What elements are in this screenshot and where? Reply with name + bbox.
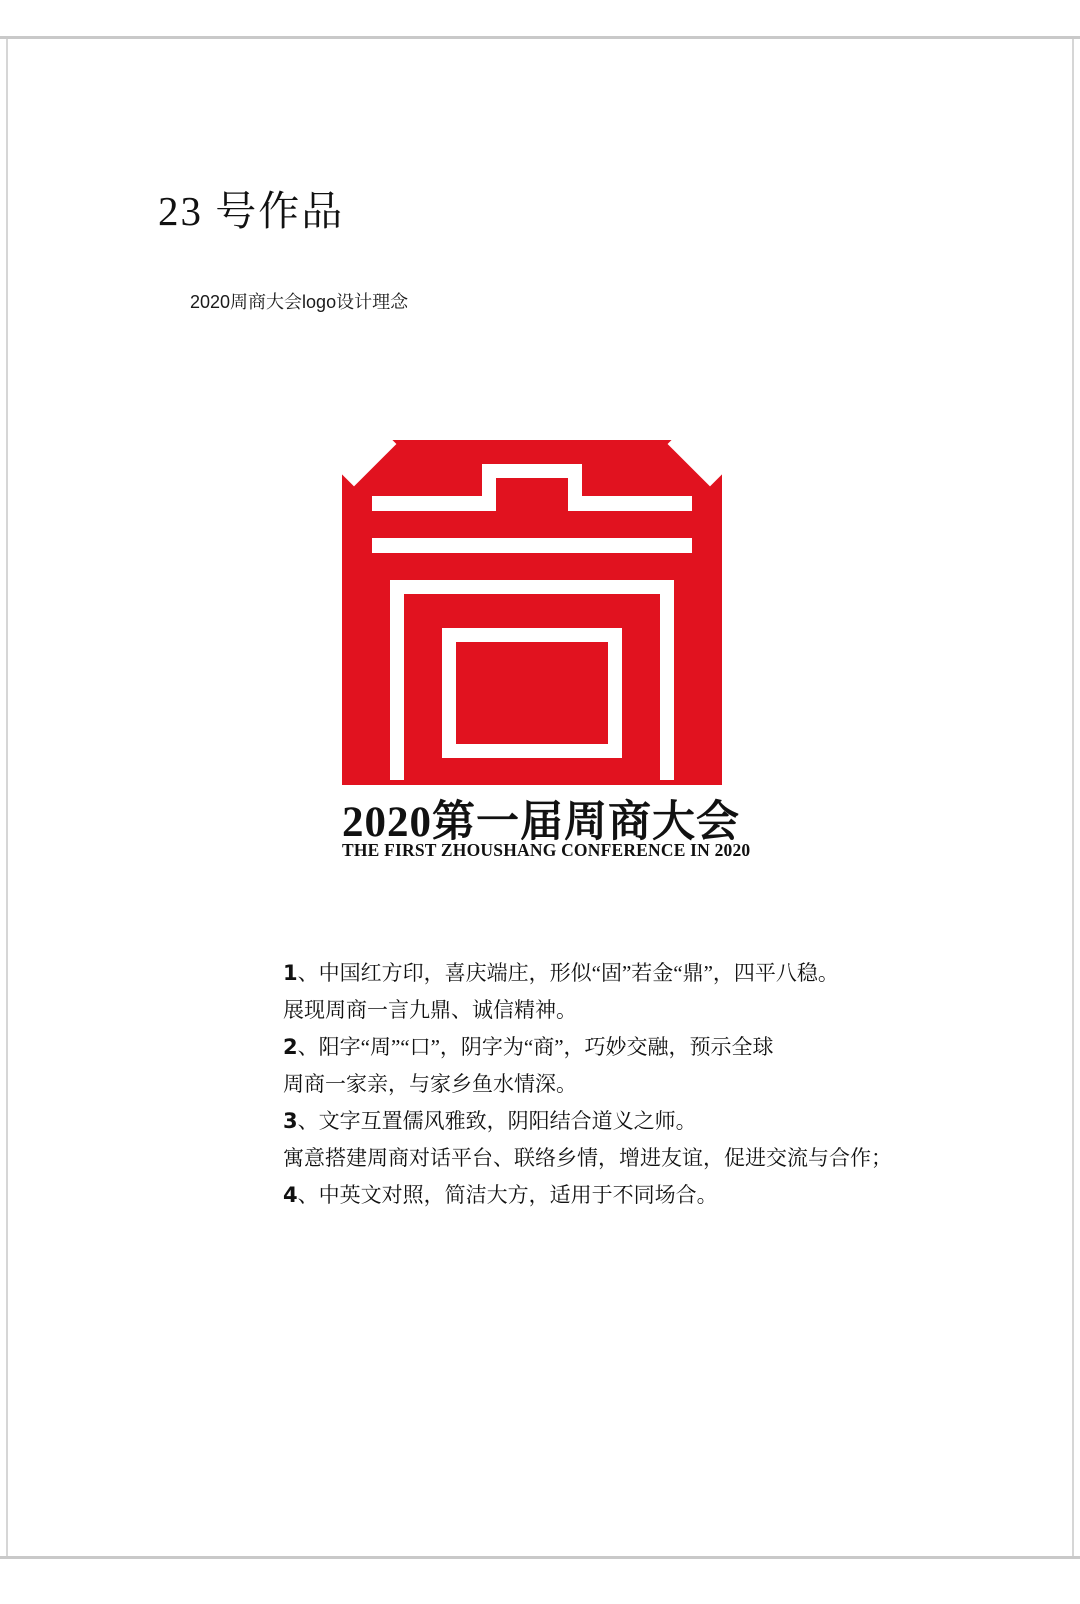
list-item <box>283 992 1023 1029</box>
page-subtitle: 2020周商大会logo设计理念 <box>190 292 409 312</box>
list-item <box>283 1140 1023 1177</box>
page-left-edge <box>6 39 8 1556</box>
desc-number: 3 <box>283 1109 298 1133</box>
logo-top-bar-right <box>582 496 692 511</box>
desc-line: 寓意搭建周商对话平台、联络乡情，增进友谊，促进交流与合作； <box>283 1146 892 1170</box>
page-bottom-rule <box>0 1556 1080 1559</box>
desc-number: 1 <box>283 961 298 985</box>
list-item <box>283 1177 1023 1214</box>
desc-line: 、中国红方印，喜庆端庄，形似“固”若金“鼎”，四平八稳。 <box>297 961 839 985</box>
page-title: 23 号作品 <box>158 188 345 234</box>
logo-english-name: THE FIRST ZHOUSHANG CONFERENCE IN 2020 <box>342 840 751 860</box>
list-item <box>283 955 1023 992</box>
logo-top-bar-left <box>372 496 482 511</box>
logo-ring-right <box>660 580 674 780</box>
logo-inner-right <box>608 628 622 758</box>
page-right-edge <box>1072 39 1074 1556</box>
logo-top-tick-right <box>568 464 582 511</box>
logo-block <box>342 440 751 870</box>
list-item <box>283 1066 1023 1103</box>
list-item <box>283 1029 1023 1066</box>
desc-line: 展现周商一言九鼎、诚信精神。 <box>283 998 577 1022</box>
logo-second-bar-right <box>582 538 692 553</box>
design-description <box>283 955 1023 1214</box>
desc-line: 、中英文对照，简洁大方，适用于不同场合。 <box>297 1183 718 1207</box>
logo-top-notch <box>482 464 582 478</box>
desc-number: 4 <box>283 1183 298 1207</box>
logo-inner-top <box>442 628 622 642</box>
logo-ring-top <box>390 580 674 594</box>
desc-line: 、阳字“周”“口”，阴字为“商”，巧妙交融，预示全球 <box>297 1035 774 1059</box>
logo-inner-left <box>442 628 456 758</box>
zhoushang-logo-mark <box>342 440 722 785</box>
desc-line: 、文字互置儒风雅致，阴阳结合道义之师。 <box>297 1109 697 1133</box>
logo-top-tick-left <box>482 464 496 511</box>
logo-ring-left <box>390 580 404 780</box>
logo-second-bar-center <box>482 538 582 553</box>
logo-chinese-name: 2020第一届周商大会 <box>342 799 740 846</box>
list-item <box>283 1103 1023 1140</box>
desc-number: 2 <box>283 1035 298 1059</box>
logo-second-bar-left <box>372 538 482 553</box>
logo-inner-bottom <box>442 744 622 758</box>
page-top-rule <box>0 36 1080 39</box>
desc-line: 周商一家亲，与家乡鱼水情深。 <box>283 1072 577 1096</box>
